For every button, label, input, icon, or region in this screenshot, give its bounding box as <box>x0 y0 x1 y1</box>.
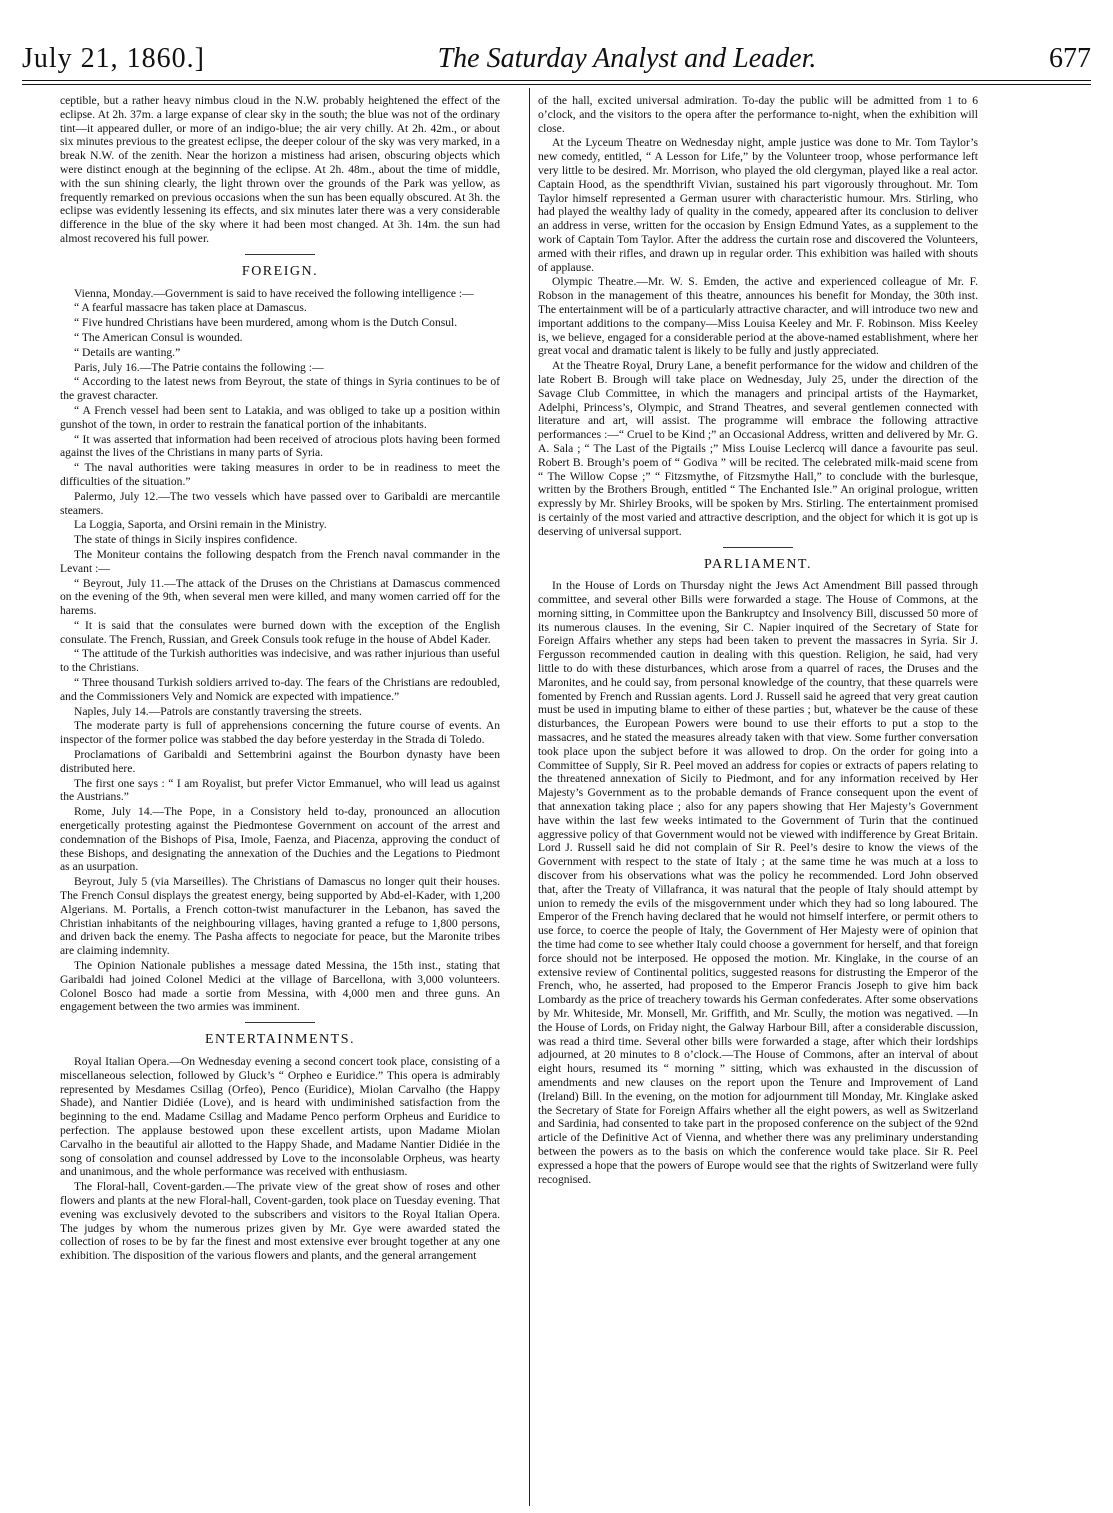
section-rule <box>723 547 793 548</box>
foreign-paragraph: The Moniteur contains the following despatch from the French naval commander in the Levant :— <box>60 547 500 575</box>
publication-title: The Saturday Analyst and Leader. <box>437 43 817 74</box>
foreign-paragraph: “ The attitude of the Turkish authorities was indecisive, and was rather injurious than useful to the Christians. <box>60 647 500 675</box>
foreign-paragraph: “ Five hundred Christians have been murdered, among whom is the Dutch Consul. <box>74 316 458 330</box>
masthead <box>22 40 1091 78</box>
foreign-paragraph: “ It is said that the consulates were burned down with the exception of the English consulate. The French, Russian, and Greek Consuls took refuge in the house of Abdel Kader. <box>60 618 500 646</box>
parliament-section <box>538 579 978 1186</box>
foreign-paragraph: The moderate party is full of apprehensions concerning the future course of events. An inspector of the former police was stabbed the day before yesterday in the Strada di Toledo. <box>60 719 500 747</box>
issue-date: July 21, 1860.] <box>22 43 205 74</box>
foreign-heading: FOREIGN. <box>241 263 319 279</box>
entertainments-section <box>60 1055 500 1263</box>
header-rule-thick <box>22 80 1091 81</box>
foreign-paragraph: Rome, July 14.—The Pope, in a Consistory held to-day, pronounced an allocution energetically protesting against the Piedmontese Government on account of the arrest and condemnation of the Bishops of Pisa, Imole, Faenza, and Piacenza, approving the conduct of these Bishops, and designating the annexation of the Duchies and the Legations to Piedmont as an usurpation. <box>60 805 500 874</box>
foreign-paragraph: “ The American Consul is wounded. <box>74 330 243 344</box>
foreign-paragraph: “ A fearful massacre has taken place at Damascus. <box>74 301 307 315</box>
foreign-paragraph: “ Beyrout, July 11.—The attack of the Druses on the Christians at Damascus commenced on the evening of the 9th, when several men were killed, and many women carried off for the harems. <box>60 576 500 618</box>
entertainments-continued <box>538 94 978 539</box>
foreign-paragraph: “ According to the latest news from Beyrout, the state of things in Syria continues to be of the gravest character. <box>60 375 500 403</box>
foreign-paragraph: “ Details are wanting.” <box>74 345 181 359</box>
foreign-paragraph: La Loggia, Saporta, and Orsini remain in the Ministry. <box>74 518 327 532</box>
parliament-heading: PARLIAMENT. <box>704 556 812 572</box>
parliament-paragraph: In the House of Lords on Thursday night the Jews Act Amendment Bill passed through committee, and several other Bills were forwarded a stage. The House of Commons, at the morning sitting, in Committee upon the Bankruptcy and Insolvency Bill, discussed 50 more of its numerous clauses. In the evening, Sir C. Napier inquired of the Secretary of State for Foreign Affairs whether any steps had been taken to prevent the massacres in Syria. Sir J. Fergusson recommended caution in dealing with this question. Religion, he said, had very little to do with these disturbances, which arose from a quarrel of races, the Druses and the Maronites, and he could say, from personal knowledge of the country, that these quarrels were fomented by French and Russian agents. Lord J. Russell said he agreed that very great caution must be used in imputing blame to either of these parties ; but, whatever be the cause of these disturbances, the European Powers were bound to use their efforts to put a stop to the massacres, and he stated the measures already taken with that view. Some further conversation took place upon the subject before it was allowed to drop. On the order for going into a Committee of Supply, Sir R. Peel moved an address for copies or extracts of papers relating to the threatened annexation of Sicily to Piedmont, and for any information received by Her Majesty’s Government as to the probable demands of France consequent upon the event of that annexation taking place ; also for any papers showing that Her Majesty’s Government have within the last few weeks intimated to the Government of Turin that the continued aggressive policy of that Government would not be viewed with indifference by Great Britain. Lord J. Russell said he did not complain of Sir R. Peel’s desire to know the views of the Government with respect to the state of Italy ; at the same time he was much at a loss to discover from his observations what was the policy he recommended. Lord John observed that, after the Treaty of Villafranca, it was natural that the people of Italy should attempt by union to remedy the evils of the misgovernment under which they had so long laboured. The Emperor of the French having declared that he would not himself interfere, or permit others to use force, to coerce the people of Italy, the Government of Her Majesty were of opinion that the time had come to see whether Italy could choose a government for herself, and that foreign force should not be interposed. He opposed the motion. Mr. Kinglake, in the course of an extensive review of Continental politics, suggested reasons for distrusting the Emperor of the French, who, he asserted, had proposed to the Emperor Francis Joseph to give him back Lombardy as the price of treachery towards his German confederates. After some observations by Mr. Whiteside, Mr. Monsell, Mr. Griffith, and Mr. Scully, the motion was negatived. —In the House of Lords, on Friday night, the Galway Harbour Bill, after a considerable discussion, was read a third time. Several other bills were forwarded a stage, after which their lordships adjourned, at 20 minutes to 8 o’clock.—The House of Commons, after an interval of about eight hours, resumed its “ morning ” sitting, which was exhausted in the discussion of amendments and new clauses on the report upon the Tenure and Improvement of Land (Ireland) Bill. In the evening, on the motion for adjournment till Monday, Mr. Kinglake asked the Secretary of State for Foreign Affairs whether all the eight powers, as well as Switzerland and Sardinia, had consented to take part in the proposed conference on the subject of the 92nd article of the Definitive Act of Vienna, and whether there was any preliminary understanding between the powers as to the basis on which the conference would take place. Sir R. Peel expressed a hope that the powers of Europe would see that the rights of Switzerland were fully recognised. <box>538 579 978 1186</box>
foreign-paragraph: “ It was asserted that information had been received of atrocious plots having been formed against the lives of the Christians in many parts of Syria. <box>60 432 500 460</box>
foreign-section <box>60 287 500 1015</box>
entertainments-paragraph: At the Theatre Royal, Drury Lane, a benefit performance for the widow and children of the late Robert B. Brough will take place on Wednesday, July 25, under the direction of the Savage Club Committee, in which the managers and principal artists of the Haymarket, Adelphi, Princess’s, Olympic, and Strand Theatres, and several gentlemen connected with literature and art, will assist. The programme will embrace the following attractive performances :—“ Cruel to be Kind ;” an Occasional Address, written and delivered by Mr. G. A. Sala ; “ The Last of the Pigtails ;” Miss Louise Leclercq will dance a favourite pas seul. Robert B. Brough’s poem of “ Godiva ” will be recited. The celebrated milk-maid scene from “ The Willow Copse ;” “ Fitzsmythe, of Fitzsmythe Hall,” to conclude with the burlesque, written by the Brothers Brough, entitled “ The Enchanted Isle.” An original prologue, written expressly by Mr. Shirley Brooks, will be spoken by Mrs. Stirling. The entertainment promised is certainly of the most varied and attractive description, and the object for which it is got up is deserving of universal support. <box>538 359 978 538</box>
foreign-paragraph: The state of things in Sicily inspires confidence. <box>74 533 298 547</box>
left-column <box>60 94 500 1264</box>
section-rule <box>245 254 315 255</box>
foreign-paragraph: Palermo, July 12.—The two vessels which have passed over to Garibaldi are mercantile steamers. <box>60 489 500 517</box>
foreign-paragraph: Beyrout, July 5 (via Marseilles). The Christians of Damascus no longer quit their houses. The French Consul displays the greatest energy, being supported by Abd-el-Kader, with 1,200 Algerians. M. Portalis, a French cotton-twist manufacturer in the Lebanon, has saved the Christian inhabitants of the neighbouring villages, having granted a refuge to 1,800 persons, and driven back the enemy. The Pasha affects to negociate for peace, but the Maronite tribes are claiming indemnity. <box>60 875 500 958</box>
foreign-paragraph: Vienna, Monday.—Government is said to have received the following intelligence :— <box>74 286 474 300</box>
header-rule-thin <box>22 84 1091 85</box>
foreign-paragraph: Proclamations of Garibaldi and Settembrini against the Bourbon dynasty have been distributed here. <box>60 748 500 775</box>
foreign-paragraph: “ A French vessel had been sent to Latakia, and was obliged to take up a position within gunshot of the town, in order to restrain the fanatical portion of the inhabitants. <box>60 403 500 431</box>
entertainments-paragraph: of the hall, excited universal admiration. To-day the public will be admitted from 1 to 6 o’clock, and the visitors to the opera after the performance to-night, when the exhibition will close. <box>538 94 978 135</box>
foreign-paragraph: Paris, July 16.—The Patrie contains the following :— <box>74 360 324 374</box>
column-divider <box>529 88 530 1506</box>
page-number: 677 <box>1048 43 1091 74</box>
section-rule <box>245 1022 315 1023</box>
entertainments-paragraph: The Floral-hall, Covent-garden.—The private view of the great show of roses and other flowers and plants at the new Floral-hall, Covent-garden, took place on Tuesday evening. That evening was exclusively devoted to the subscribers and visitors to the Royal Italian Opera. The judges by whom the numerous prizes given by Mr. Gye were awarded stated the collection of roses to be by far the finest and most extensive ever brought together at any one exhibition. The disposition of the various flowers and plants, and the general arrangement <box>60 1180 500 1263</box>
foreign-paragraph: The Opinion Nationale publishes a message dated Messina, the 15th inst., stating that Garibaldi had joined Colonel Medici at the village of Barcellona, with 3,000 volunteers. Colonel Bosco had made a sortie from Messina, with 4,000 men and three guns. An engagement between the two armies was imminent. <box>60 959 500 1014</box>
foreign-paragraph: The first one says : “ I am Royalist, but prefer Victor Emmanuel, who will lead us against the Austrians.” <box>60 776 500 804</box>
foreign-paragraph: “ The naval authorities were taking measures in order to be in readiness to meet the difficulties of the situation.” <box>60 461 500 488</box>
right-column <box>538 94 978 1187</box>
foreign-paragraph: Naples, July 14.—Patrols are constantly traversing the streets. <box>74 704 362 718</box>
foreign-paragraph: “ Three thousand Turkish soldiers arrived to-day. The fears of the Christians are redoubled, and the Commissioners Vely and Nomick are expected with impatience.” <box>60 676 500 703</box>
entertainments-heading: ENTERTAINMENTS. <box>204 1032 356 1048</box>
eclipse-paragraph: ceptible, but a rather heavy nimbus cloud in the N.W. probably heightened the effect of the eclipse. At 2h. 37m. a large expanse of clear sky in the south; the blue was not of the ordinary tint—it appeared duller, or more of an indigo-blue; the air very chilly. At 2h. 42m., or about six minutes previous to the greatest eclipse, the deeper colour of the sky was very marked, in a break N.W. of the zenith. Near the horizon a mistiness had arisen, obscuring objects which were distinct enough at the beginning of the eclipse. At 2h. 48m., about the time of middle, with the sun shining clearly, the light thrown over the grounds of the Park was yellow, as frequently remarked on previous occasions when the sun has been equally obscured. At 3h. the eclipse was evidently lessening its effects, and six minutes later there was a very considerable difference in the blue of the sky where it had been most changed. At 3h. 14m. the sun had almost recovered his full power. <box>60 94 500 245</box>
entertainments-paragraph: At the Lyceum Theatre on Wednesday night, ample justice was done to Mr. Tom Taylor’s new comedy, entitled, “ A Lesson for Life,” by the Volunteer troop, whose performance left very little to be desired. Mr. Morrison, who played the old clergyman, played like a real actor. Captain Hood, as the spendthrift Vivian, sustained his part vigorously throughout. Mr. Tom Taylor himself represented a German usurer with characteristic humour. Mrs. Stirling, who had played the wealthy lady of quality in the comedy, appeared after its conclusion to deliver an address in verse, written for the occasion by Ensign Edmund Yates, as a supplement to the work of Captain Tom Taylor. After the address the curtain rose and discovered the Volunteers, armed with their rifles, and drawn up in regular order. This exhibition was hailed with shouts of applause. <box>538 136 978 274</box>
entertainments-paragraph: Royal Italian Opera.—On Wednesday evening a second concert took place, consisting of a miscellaneous selection, followed by Gluck’s “ Orpheo e Euridice.” This opera is admirably represented by Mesdames Csillag (Orfeo), Penco (Euridice), Miolan Carvalho (the Happy Shade), and Nantier Didiée (Love), and is heard with undiminished satisfaction from the beginning to the end. Madame Csillag and Madame Penco perform Orpheus and Euridice to perfection. The applause bestowed upon these excellent artists, upon Madame Miolan Carvalho in the beautiful air allotted to the Happy Shade, and Madame Nantier Didiée in the song of consolation and counsel addressed by Love to the inconsolable Orpheus, was hearty and unanimous, and the whole performance was received with enthusiasm. <box>60 1055 500 1179</box>
entertainments-paragraph: Olympic Theatre.—Mr. W. S. Emden, the active and experienced colleague of Mr. F. Robson in the management of this theatre, announces his benefit for Monday, the 30th inst. The entertainment will be of a particularly attractive character, and will introduce two new and important additions to the company—Miss Louisa Keeley and Mr. F. Robinson. Miss Keeley is, we believe, engaged for a considerable period at the above-named establishment, where her great vocal and dramatic talent is likely to be fully and justly appreciated. <box>538 275 978 358</box>
